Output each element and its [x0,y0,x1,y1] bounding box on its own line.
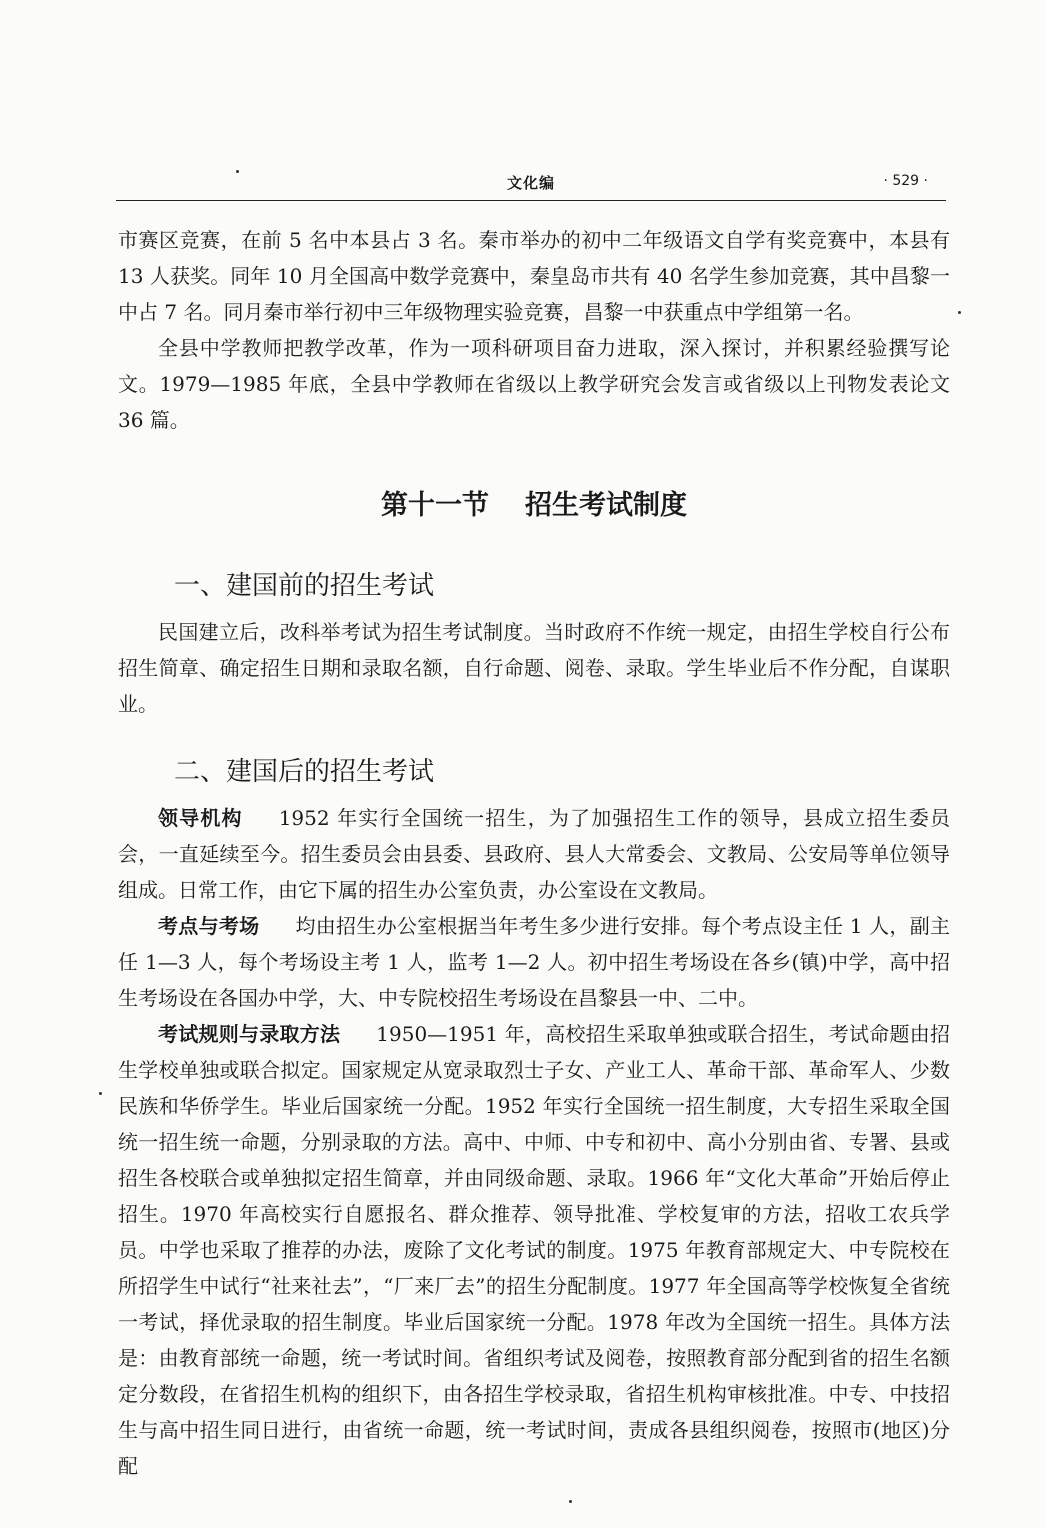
paragraph-term: 领导机构 [158,806,243,830]
subsection-heading: 一、建国前的招生考试 [174,571,435,601]
paragraph [118,908,950,1016]
paragraph-text: 1952 年实行全国统一招生，为了加强招生工作的领导，县成立招生委员会，一直延续至今。招生委员会由县委、县政府、县人大常委会、文教局、公安局等单位领导组成。日常工作，由它下属的招生办公室负责，办公室设在文教局。 [118,806,950,902]
page-number: · 529 · [883,173,928,189]
header-title: 文化编 [506,174,555,192]
paragraph-term: 考点与考场 [158,914,260,938]
page-body [118,222,950,1484]
section-number: 第十一节 [381,490,489,521]
subsection-heading: 二、建国后的招生考试 [174,757,435,787]
paragraph-text: 均由招生办公室根据当年考生多少进行安排。每个考点设主任 1 人，副主任 1—3 人，每个考场设主考 1 人，监考 1—2 人。初中招生考场设在各乡(镇)中学，高中招生考场设在各国办中学，大、中专院校招生考场设在昌黎县一中、二中。 [118,914,950,1010]
paragraph-term: 考试规则与录取方法 [158,1022,341,1046]
paragraph: 全县中学教师把教学改革，作为一项科研项目奋力进取，深入探讨，并积累经验撰写论文。1979—1985 年底，全县中学教师在省级以上教学研究会发言或省级以上刊物发表论文 36 篇。 [118,336,950,432]
section-title [118,476,950,536]
paragraph-text: 1950—1951 年，高校招生采取单独或联合招生，考试命题由招生学校单独或联合拟定。国家规定从宽录取烈士子女、产业工人、革命干部、革命军人、少数民族和华侨学生。毕业后国家统一分配。1952 年实行全国统一招生制度，大专招生采取全国统一招生统一命题，分别录取的方法。高中、中师、中专和初中、高小分别由省、专署、县或招生各校联合或单独拟定招生简章，并由同级命题、录取。1966 年“文化大革命”开始后停止招生。1970 年高校实行自愿报名、群众推荐、领导批准、学校复审的方法，招收工农兵学员。中学也采取了推荐的办法，废除了文化考试的制度。1975 年教育部规定大、中专院校在所招学生中试行“社来社去”，“厂来厂去”的招生分配制度。1977 年全国高等学校恢复全省统一考试，择优录取的招生制度。毕业后国家统一分配。1978 年改为全国统一招生。具体方法是：由教育部统一命题，统一考试时间。省组织考试及阅卷，按照教育部分配到省的招生名额定分数段，在省招生机构的组织下，由各招生学校录取，省招生机构审核批准。中专、中技招生与高中招生同日进行，由省统一命题，统一考试时间，责成各县组织阅卷，按照市(地区)分配 [118,1022,951,1478]
running-header [116,168,946,201]
scan-speck [958,311,961,314]
paragraph [118,1016,950,1484]
section-name: 招生考试制度 [525,490,687,521]
paragraph-continued: 市赛区竞赛，在前 5 名中本县占 3 名。秦市举办的初中二年级语文自学有奖竞赛中，本县有 13 人获奖。同年 10 月全国高中数学竞赛中，秦皇岛市共有 40 名学生参加竞赛，其中昌黎一中占 7 名。同月秦市举行初中三年级物理实验竞赛，昌黎一中获重点中学组第一名。 [118,228,950,324]
scan-speck [99,1092,102,1095]
scan-speck [569,1500,572,1503]
paragraph [118,800,950,908]
paragraph: 民国建立后，改科举考试为招生考试制度。当时政府不作统一规定，由招生学校自行公布招生简章、确定招生日期和录取名额，自行命题、阅卷、录取。学生毕业后不作分配，自谋职业。 [118,620,950,716]
